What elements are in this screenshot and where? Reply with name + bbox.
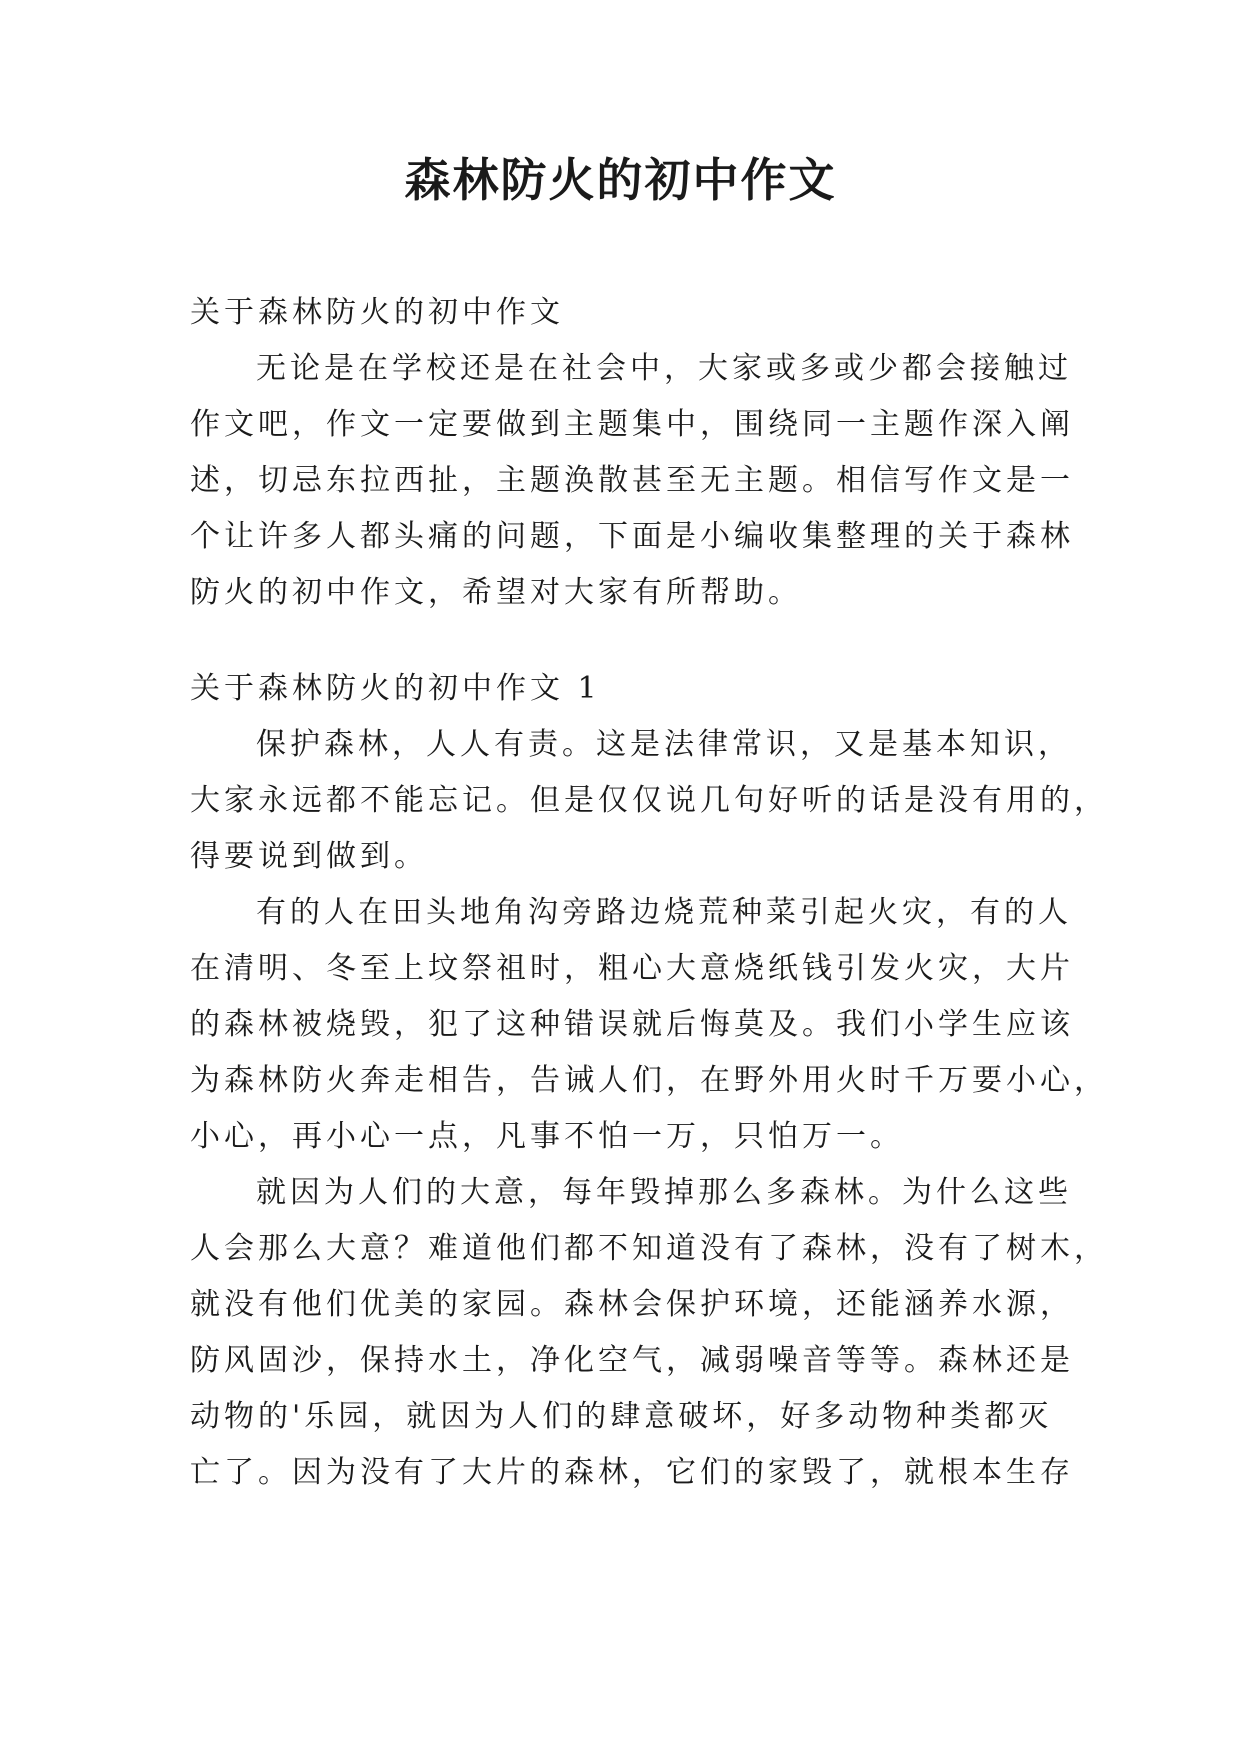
intro-paragraph bbox=[190, 341, 1074, 621]
paragraph-line: 无论是在学校还是在社会中，大家或多或少都会接触过 bbox=[256, 351, 1072, 386]
section-spacer bbox=[190, 621, 1060, 661]
paragraph-line: 动物的'乐园，就因为人们的肆意破坏，好多动物种类都灭 bbox=[190, 1399, 1053, 1434]
paragraph-line: 个让许多人都头痛的问题，下面是小编收集整理的关于森林 bbox=[190, 519, 1074, 554]
paragraph-line: 就没有他们优美的家园。森林会保护环境，还能涵养水源， bbox=[190, 1287, 1074, 1322]
body-paragraph bbox=[190, 717, 1108, 885]
paragraph-line: 就因为人们的大意，每年毁掉那么多森林。为什么这些 bbox=[256, 1175, 1072, 1210]
paragraph-line: 的森林被烧毁，犯了这种错误就后悔莫及。我们小学生应该 bbox=[190, 1007, 1074, 1042]
paragraph-line: 大家永远都不能忘记。但是仅仅说几句好听的话是没有用的， bbox=[190, 783, 1108, 818]
body-paragraph bbox=[190, 885, 1108, 1165]
paragraph-line: 人会那么大意？难道他们都不知道没有了森林，没有了树木， bbox=[190, 1231, 1108, 1266]
paragraph-line: 防火的初中作文，希望对大家有所帮助。 bbox=[190, 575, 802, 610]
paragraph-line: 有的人在田头地角沟旁路边烧荒种菜引起火灾，有的人 bbox=[256, 895, 1072, 930]
paragraph-line: 作文吧，作文一定要做到主题集中，围绕同一主题作深入阐 bbox=[190, 407, 1074, 442]
paragraph-line: 述，切忌东拉西扯，主题涣散甚至无主题。相信写作文是一 bbox=[190, 463, 1074, 498]
body-paragraph bbox=[190, 1165, 1108, 1501]
paragraph-line: 防风固沙，保持水土，净化空气，减弱噪音等等。森林还是 bbox=[190, 1343, 1074, 1378]
paragraph-line: 小心，再小心一点，凡事不怕一万，只怕万一。 bbox=[190, 1119, 904, 1154]
paragraph-line: 保护森林，人人有责。这是法律常识，又是基本知识， bbox=[256, 727, 1072, 762]
paragraph-line: 亡了。因为没有了大片的森林，它们的家毁了，就根本生存 bbox=[190, 1455, 1074, 1490]
paragraph-line: 在清明、冬至上坟祭祖时，粗心大意烧纸钱引发火灾，大片 bbox=[190, 951, 1074, 986]
page-title: 森林防火的初中作文 bbox=[404, 153, 837, 207]
paragraph-line: 为森林防火奔走相告，告诫人们，在野外用火时千万要小心， bbox=[190, 1063, 1108, 1098]
document-body bbox=[190, 285, 1108, 1501]
section-heading: 关于森林防火的初中作文 1 bbox=[190, 671, 601, 706]
document-subtitle: 关于森林防火的初中作文 bbox=[190, 295, 564, 330]
paragraph-line: 得要说到做到。 bbox=[190, 839, 428, 874]
